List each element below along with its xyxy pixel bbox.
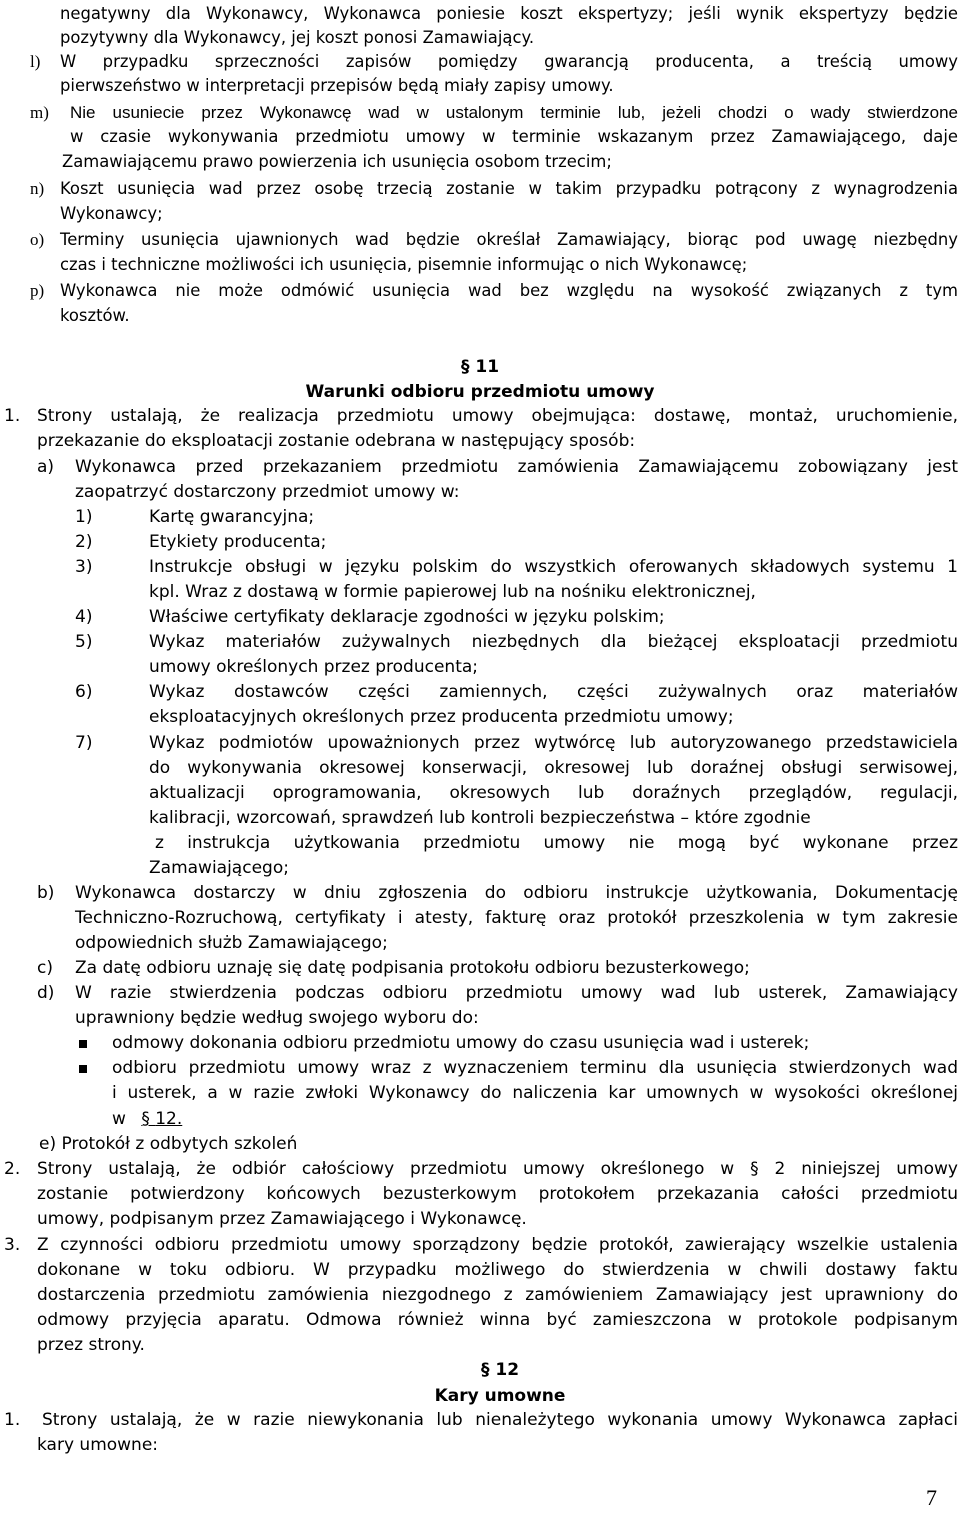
text-line: dostarczenia przedmiotu zamówienia niezgodnego z zamówieniem Zamawiający jest uprawniony do <box>37 1285 958 1305</box>
list-marker: 7) <box>75 733 93 753</box>
text-line: Wykaz podmiotów upoważnionych przez wytwórcę lub autoryzowanego przedstawiciela <box>149 733 958 753</box>
bullet-icon <box>79 1031 87 1055</box>
list-marker: 1) <box>75 507 93 527</box>
text-line: negatywny dla Wykonawcy, Wykonawca poniesie koszt ekspertyzy; jeśli wynik ekspertyzy będzie <box>60 4 958 23</box>
list-marker: 2. <box>4 1159 21 1179</box>
text-line: Techniczno-Rozruchową, certyfikaty i atesty, fakturę oraz protokół przeszkolenia w tym zakresie <box>75 908 958 928</box>
text-line: kosztów. <box>60 306 130 325</box>
text-line: Wykaz dostawców części zamiennych, części zużywalnych oraz materiałów <box>149 682 958 702</box>
text-line <box>112 1107 182 1131</box>
text-line: Strony ustalają, że w razie niewykonania lub nienależytego wykonania umowy Wykonawca zapłaci <box>42 1410 958 1430</box>
list-marker: l) <box>30 52 41 71</box>
list-marker: o) <box>30 230 45 249</box>
text-line: Zamawiającego; <box>149 858 289 878</box>
list-marker: a) <box>37 457 55 477</box>
text-line: odbioru przedmiotu umowy wraz z wyznaczeniem terminu dla usunięcia stwierdzonych wad <box>112 1058 958 1078</box>
text-line: i usterek, a w razie zwłoki Wykonawcy do naliczenia kar umownych w wysokości określonej <box>112 1083 958 1103</box>
text-line: kary umowne: <box>37 1435 159 1455</box>
text-line: W przypadku sprzeczności zapisów pomiędzy gwarancją producenta, a treścią umowy <box>60 52 958 71</box>
text-line: Instrukcje obsługi w języku polskim do wszystkich oferowanych składowych systemu 1 <box>149 557 958 577</box>
text-line: Terminy usunięcia ujawnionych wad będzie określał Zamawiający, biorąc pod uwagę niezbędny <box>60 230 958 249</box>
text-line: przekazanie do eksploatacji zostanie odebrana w następujący sposób: <box>37 431 636 451</box>
text-line: uprawniony będzie według swojego wyboru do: <box>75 1008 479 1028</box>
text-line: Strony ustalają, że realizacja przedmiotu umowy obejmująca: dostawę, montaż, uruchomienie, <box>37 406 958 426</box>
text-line: umowy, podpisanym przez Zamawiającego i Wykonawcę. <box>37 1209 527 1229</box>
section-reference-number: 12. <box>155 1109 183 1129</box>
text-line: pierwszeństwo w interpretacji przepisów będą miały zapisy umowy. <box>60 76 614 95</box>
text-line: Nie usuniecie przez Wykonawcę wad w ustalonym terminie lub, jeżeli chodzi o wady stwierdzone <box>70 103 958 122</box>
list-marker: 2) <box>75 532 93 552</box>
text-line: Strony ustalają, że odbiór całościowy przedmiotu umowy określonego w § 2 niniejszej umowy <box>37 1159 958 1179</box>
text-line: Z czynności odbioru przedmiotu umowy sporządzony będzie protokół, zawierający wszelkie ustalenia <box>37 1235 958 1255</box>
list-marker: d) <box>37 983 55 1003</box>
text-line: kpl. Wraz z dostawą w formie papierowej lub na nośniku elektronicznej, <box>149 582 756 602</box>
text-line: Wykonawca przed przekazaniem przedmiotu zamówienia Zamawiającemu zobowiązany jest <box>75 457 958 477</box>
text-line: Właściwe certyfikaty deklaracje zgodności w języku polskim; <box>149 607 665 627</box>
text-line: umowy określonych przez producenta; <box>149 657 479 677</box>
section-number: § 12 <box>480 1360 520 1380</box>
list-marker: 1. <box>4 406 21 426</box>
text-line: odpowiednich służb Zamawiającego; <box>75 933 388 953</box>
text-line: eksploatacyjnych określonych przez producenta przedmiotu umowy; <box>149 707 734 727</box>
bullet-icon <box>79 1056 87 1080</box>
list-marker: 3) <box>75 557 93 577</box>
list-marker: 6) <box>75 682 93 702</box>
page-number: 7 <box>926 1485 937 1510</box>
text-line: odmowy przyjęcia aparatu. Odmowa również winna być zamieszczona w protokole podpisanym <box>37 1310 958 1330</box>
text-line: Koszt usunięcia wad przez osobę trzecią zostanie w takim przypadku potrącony z wynagrodzenia <box>60 179 958 198</box>
section-reference-link[interactable]: § 12. <box>141 1109 183 1129</box>
text-line: Zamawiającemu prawo powierzenia ich usunięcia osobom trzecim; <box>62 152 612 171</box>
text-line: aktualizacji oprogramowania, okresowych lub doraźnych przeglądów, regulacji, <box>149 783 958 803</box>
text-line: z instrukcja użytkowania przedmiotu umowy nie mogą być wykonane przez <box>155 833 958 853</box>
text-line: zostanie potwierdzony końcowych bezusterkowym protokołem przekazania całości przedmiotu <box>37 1184 958 1204</box>
text-line: zaopatrzyć dostarczony przedmiot umowy w: <box>75 482 460 502</box>
section-number: § 11 <box>460 357 500 377</box>
list-marker: c) <box>37 958 53 978</box>
text-line: przez strony. <box>37 1335 145 1355</box>
list-marker: 4) <box>75 607 93 627</box>
text-line: dokonane w toku odbioru. W przypadku możliwego do stwierdzenia w chwili dostawy faktu <box>37 1260 958 1280</box>
text-line: pozytywny dla Wykonawcy, jej koszt ponosi Zamawiający. <box>60 28 535 47</box>
list-marker: 1. <box>4 1410 21 1430</box>
text-fragment: w <box>112 1109 126 1129</box>
text-line: Za datę odbioru uznaję się datę podpisania protokołu odbioru bezusterkowego; <box>75 958 750 978</box>
text-line: Wykonawca dostarczy w dniu zgłoszenia do odbioru instrukcje użytkowania, Dokumentację <box>75 883 958 903</box>
list-marker: m) <box>30 103 49 122</box>
text-line: Wykaz materiałów zużywalnych niezbędnych dla bieżącej eksploatacji przedmiotu <box>149 632 958 652</box>
text-line: Kartę gwarancyjna; <box>149 507 315 527</box>
text-line: czas i techniczne możliwości ich usunięcia, pisemnie informując o nich Wykonawcę; <box>60 255 748 274</box>
text-line: do wykonywania okresowej konserwacji, okresowej lub doraźnej obsługi serwisowej, <box>149 758 958 778</box>
list-marker: p) <box>30 281 45 300</box>
text-line: Wykonawcy; <box>60 204 163 223</box>
section-title: Warunki odbioru przedmiotu umowy <box>305 382 655 402</box>
text-line: Etykiety producenta; <box>149 532 327 552</box>
text-line: e) Protokół z odbytych szkoleń <box>39 1134 298 1154</box>
section-title: Kary umowne <box>434 1386 566 1406</box>
list-marker: n) <box>30 179 45 198</box>
list-marker: 3. <box>4 1235 21 1255</box>
text-line: W razie stwierdzenia podczas odbioru przedmiotu umowy wad lub usterek, Zamawiający <box>75 983 958 1003</box>
text-line: w czasie wykonywania przedmiotu umowy w terminie wskazanym przez Zamawiającego, daje <box>70 127 958 146</box>
text-line: kalibracji, wzorcowań, sprawdzeń lub kontroli bezpieczeństwa – które zgodnie <box>149 808 811 828</box>
list-marker: b) <box>37 883 55 903</box>
text-line: odmowy dokonania odbioru przedmiotu umowy do czasu usunięcia wad i usterek; <box>112 1033 810 1053</box>
list-marker: 5) <box>75 632 93 652</box>
text-line: Wykonawca nie może odmówić usunięcia wad bez względu na wysokość związanych z tym <box>60 281 958 300</box>
